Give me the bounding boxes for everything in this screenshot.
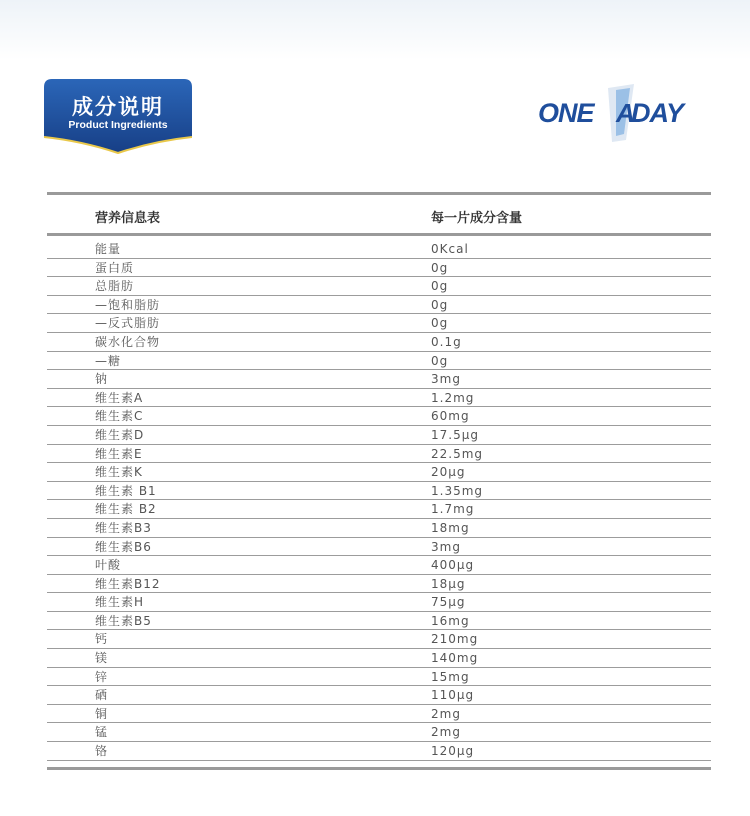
nutrient-amount: 400μg — [431, 558, 475, 573]
nutrient-amount: 0g — [431, 297, 449, 312]
table-row — [47, 519, 711, 538]
nutrient-amount: 17.5μg — [431, 427, 479, 442]
table-row — [47, 240, 711, 259]
nutrient-name: 镁 — [95, 651, 109, 666]
table-row — [47, 445, 711, 464]
table-row — [47, 333, 711, 352]
nutrient-name: —糖 — [95, 353, 122, 368]
nutrient-amount: 1.7mg — [431, 502, 475, 517]
nutrient-amount: 15mg — [431, 669, 470, 684]
nutrient-name: 总脂肪 — [95, 279, 135, 294]
nutrient-name: 维生素 B1 — [95, 483, 157, 498]
table-row — [47, 296, 711, 315]
table-row — [47, 463, 711, 482]
nutrient-amount: 1.35mg — [431, 483, 484, 498]
nutrient-amount: 110μg — [431, 688, 475, 703]
table-row — [47, 259, 711, 278]
nutrient-amount: 2mg — [431, 706, 461, 721]
nutrient-name: 维生素B6 — [95, 539, 152, 554]
nutrient-amount: 22.5mg — [431, 446, 484, 461]
nutrient-name: 维生素K — [95, 465, 143, 480]
nutrient-amount: 3mg — [431, 372, 461, 387]
nutrient-name: 维生素B3 — [95, 520, 152, 535]
logo-one-text: ONE — [538, 98, 594, 128]
nutrition-table — [47, 192, 711, 770]
table-row — [47, 389, 711, 408]
table-row — [47, 482, 711, 501]
nutrient-name: 铬 — [95, 744, 109, 759]
table-row — [47, 575, 711, 594]
nutrient-amount: 2mg — [431, 725, 461, 740]
table-row — [47, 352, 711, 371]
table-row — [47, 686, 711, 705]
nutrient-amount: 75μg — [431, 595, 466, 610]
nutrient-amount: 0g — [431, 279, 449, 294]
logo-a-text: A — [616, 98, 634, 128]
table-row — [47, 612, 711, 631]
nutrient-name: 钠 — [95, 372, 109, 387]
table-row — [47, 314, 711, 333]
table-row — [47, 630, 711, 649]
nutrient-amount: 16mg — [431, 613, 470, 628]
nutrient-amount: 18μg — [431, 576, 466, 591]
nutrient-name: 钙 — [95, 632, 109, 647]
nutrient-name: 蛋白质 — [95, 260, 135, 275]
header-per-tablet: 每一片成分含量 — [431, 211, 523, 226]
nutrient-name: 铜 — [95, 706, 109, 721]
table-row — [47, 426, 711, 445]
nutrient-amount: 60mg — [431, 409, 470, 424]
table-bottom-rule — [47, 767, 711, 770]
nutrient-amount: 3mg — [431, 539, 461, 554]
nutrient-amount: 0g — [431, 353, 449, 368]
nutrient-amount: 18mg — [431, 520, 470, 535]
nutrient-amount: 0g — [431, 316, 449, 331]
brand-logo — [536, 82, 696, 146]
nutrient-name: 碳水化合物 — [95, 334, 161, 349]
table-row — [47, 705, 711, 724]
nutrient-amount: 0.1g — [431, 334, 462, 349]
nutrient-amount: 210mg — [431, 632, 479, 647]
table-row — [47, 500, 711, 519]
nutrient-amount: 140mg — [431, 651, 479, 666]
table-row — [47, 407, 711, 426]
table-row — [47, 370, 711, 389]
badge-subtitle: Product Ingredients — [68, 119, 168, 131]
table-header — [47, 195, 711, 233]
table-row — [47, 649, 711, 668]
table-row — [47, 556, 711, 575]
nutrient-amount: 0g — [431, 260, 449, 275]
nutrient-name: 维生素C — [95, 409, 144, 424]
nutrient-name: 锌 — [95, 669, 109, 684]
nutrient-name: —饱和脂肪 — [95, 297, 161, 312]
nutrient-name: —反式脂肪 — [95, 316, 161, 331]
table-row — [47, 742, 711, 761]
nutrient-name: 维生素 B2 — [95, 502, 157, 517]
section-badge — [44, 79, 192, 151]
table-row — [47, 277, 711, 296]
table-row — [47, 593, 711, 612]
badge-title: 成分说明 — [72, 95, 164, 119]
nutrient-name: 叶酸 — [95, 558, 122, 573]
nutrient-name: 维生素D — [95, 427, 145, 442]
nutrient-name: 维生素B5 — [95, 613, 152, 628]
table-row — [47, 723, 711, 742]
logo-day-text: DAY — [631, 98, 684, 128]
nutrient-name: 锰 — [95, 725, 109, 740]
nutrient-name: 维生素B12 — [95, 576, 161, 591]
nutrient-name: 维生素H — [95, 595, 145, 610]
table-row — [47, 538, 711, 557]
table-body — [47, 236, 711, 761]
nutrient-amount: 0Kcal — [431, 242, 469, 256]
nutrient-amount: 1.2mg — [431, 390, 475, 405]
nutrient-amount: 20μg — [431, 465, 466, 480]
nutrient-amount: 120μg — [431, 744, 475, 759]
nutrient-name: 维生素A — [95, 390, 144, 405]
nutrient-name: 硒 — [95, 688, 109, 703]
nutrient-name: 能量 — [95, 242, 122, 256]
nutrient-name: 维生素E — [95, 446, 143, 461]
table-row — [47, 668, 711, 687]
header-nutrition-info: 营养信息表 — [95, 211, 161, 226]
